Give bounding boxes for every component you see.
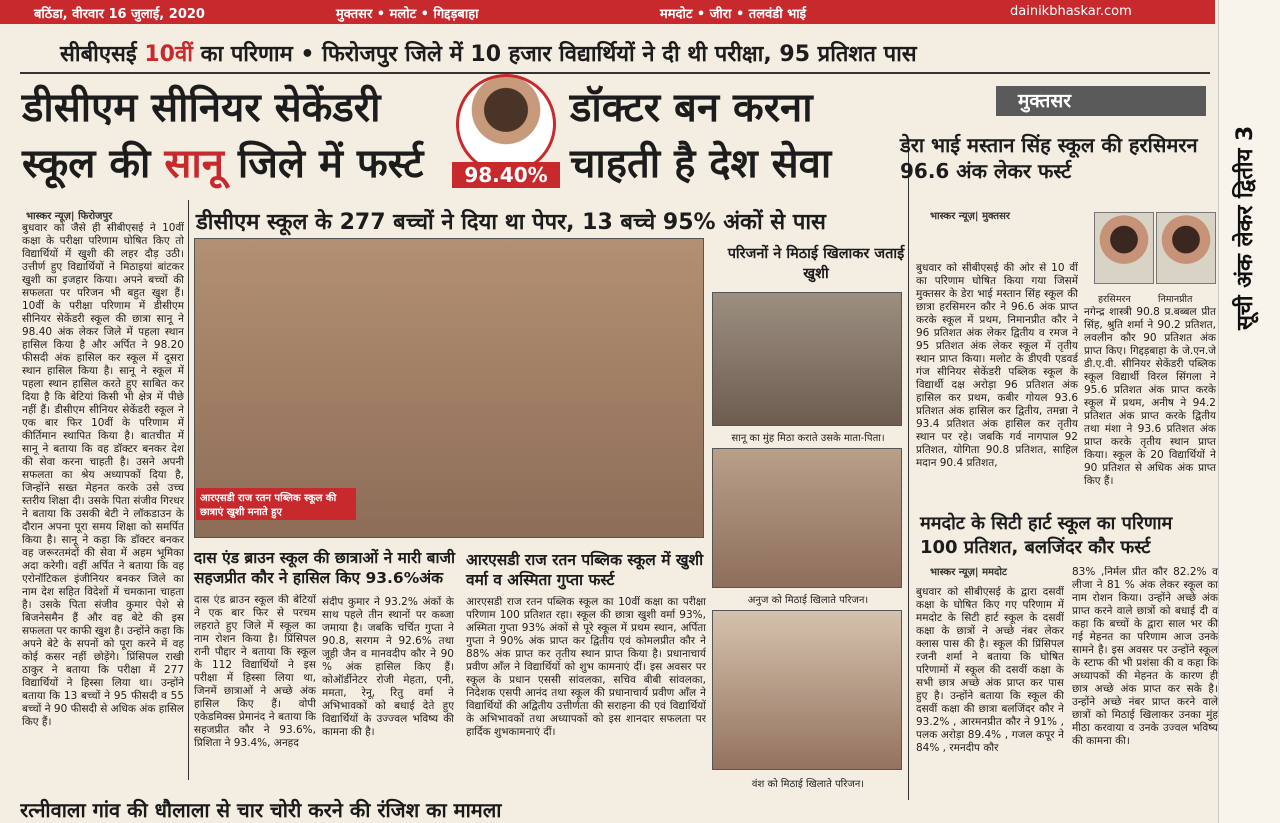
harsimran-caption: हरसिमरन xyxy=(1098,294,1131,305)
masthead-bar xyxy=(0,0,1215,24)
byline-firozpur: भास्कर न्यूज़| फिरोजपुर xyxy=(26,211,113,222)
dera-headline: डेरा भाई मस्तान सिंह स्कूल की हरसिमरन 96.6 अंक लेकर फर्स्ट xyxy=(900,133,1198,183)
caption-anuj: अनुज को मिठाई खिलाते परिजन। xyxy=(747,595,869,606)
family-photo-vansh xyxy=(712,610,902,770)
caption-vansh: वंश को मिठाई खिलाते परिजन। xyxy=(751,779,865,790)
lead-subhead: डीसीएम स्कूल के 277 बच्चों ने दिया था पेपर, 13 बच्चे 95% अंकों से पास xyxy=(196,210,826,235)
byline-mamdot: भास्कर न्यूज़| ममदोट xyxy=(930,567,1007,578)
lead-headline-right1: डॉक्टर बन करना xyxy=(570,85,813,131)
mamdot-headline: ममदोट के सिटी हार्ट स्कूल का परिणाम 100 प्रतिशत, बलजिंदर कौर फर्स्ट xyxy=(920,513,1173,558)
nimanpreet-caption: निमानप्रीत xyxy=(1158,294,1193,305)
column-rule xyxy=(188,200,189,780)
main-headline-part2: का परिणाम • फिरोजपुर जिले में 10 हजार विद्यार्थियों ने दी थी परीक्षा, 95 प्रतिशत पास xyxy=(200,42,917,67)
masthead-cities-1: मुक्तसर • मलोट • गिद्दड़बाहा xyxy=(336,7,479,22)
photo-caption: आरएसडी राज रतन पब्लिक स्कूल की छात्राएं खुशी मनाते हुए xyxy=(196,488,356,520)
divider xyxy=(20,72,1210,74)
rsd-headline: आरएसडी राज रतन पब्लिक स्कूल में खुशी वर्मा व अस्मिता गुप्ता फर्स्ट xyxy=(466,551,704,589)
lead-headline-right2: चाहती है देश सेवा xyxy=(570,141,832,187)
lead-headline-line2 xyxy=(22,136,423,192)
masthead-cities-2: ममदोट • जीरा • तलवंडी भाई xyxy=(660,7,806,22)
topper-portrait xyxy=(456,74,556,174)
rsd-story-text: आरएसडी राज रतन पब्लिक स्कूल का 10वीं कक्षा का परीक्षा परिणाम 100 प्रतिशत रहा। स्कूल की छात्रा खुशी वर्मा 93%, अस्मिता गुप्ता 93% अंकों से पूरे स्कूल में प्रथम स्थान, अर्पिता गुप्ता ने 90% अंक प्राप्त कर द्वितीय एवं कोमलप्रीत कौर ने 88% अंक प्राप्त कर तृतीय स्थान प्राप्त किया है। प्रधानाचार्य प्रवीण आँल ने विद्यार्थियों को शुभ कामनाएं दीं। इस अवसर पर स्कूल के प्रधान एससी सांवलका, सचिव बीबी सांवलका, निदेशक एसपी आनंद तथा स्कूल की प्रधानाचार्य प्रवीण आँल ने विद्यार्थियों की अद्वितीय उत्तीर्णता की सराहना की एवं विद्यार्थियों के अभिभावकों तथा अध्यापकों को इस शानदार सफलता पर हार्दिक शुभकामनाएं दीं। xyxy=(466,596,706,738)
column-rule-right xyxy=(908,140,909,800)
family-photo-sanu xyxy=(712,292,902,426)
lead-headline-line2a: स्कूल की xyxy=(22,141,151,187)
topper-percent: 98.40% xyxy=(452,162,560,188)
nimanpreet-photo xyxy=(1156,212,1216,284)
mamdot-story-col2: 83% ,निर्मल प्रीत कौर 82.2% व लीजा ने 81 % अंक लेकर स्कूल का नाम रोशन किया। उन्होंने अच्छे अंक प्राप्त करने वाले छात्रों को बधाई दी व कहा कि बच्चों के द्वारा साल भर की गई मेहनत का परिणाम आज उनके सामने है। इस अवसर पर उन्होंने स्कूल के स्टाफ की भी प्रशंसा की व कहा कि अध्यापकों की मेहनत के कारण ही छात्र अच्छे अंक प्राप्त कर सके है। उन्होंने अच्छे नंबर प्राप्त करने वाले छात्रों को मिठाई खिलाकर उनका मुंह मीठा करवाया व उनके उज्वल भविष्य की कामना की। xyxy=(1072,566,1218,747)
dass-story-col2: संदीप कुमार ने 93.2% अंकों के साथ पहले तीन स्थानों पर कब्जा जमाया है। जबकि चर्चित गुप्ता ने 90.8, सरगम ने 92.6% तथा जूही जैन व मानवदीप कौर ने 90 % अंक हासिल किए हैं। कोऑर्डीनेटर रोजी मेहता, एनी, ममता, रेनू, रितु वर्मा ने अभिभावकों को बधाई देते हुए विद्यार्थियों के उज्ज्वल भविष्य की कामना की है। xyxy=(322,596,454,738)
footer-headline: रत्नीवाला गांव की धौलाला से चार चोरी करने की रंजिश का मामला xyxy=(20,798,502,822)
main-headline-tenth: 10वीं xyxy=(144,42,193,67)
masthead-site: dainikbhaskar.com xyxy=(1010,4,1132,19)
lead-headline-line2b: जिले में फर्स्ट xyxy=(237,141,424,187)
main-headline-part1: सीबीएसई xyxy=(60,42,137,67)
main-headline xyxy=(60,38,917,68)
dass-headline: दास एंड ब्राउन स्कूल की छात्राओं ने मारी बाजी सहजप्रीत कौर ने हासिल किए 93.6%अंक xyxy=(194,549,455,587)
lead-story-text: बुधवार को जैसे ही सीबीएसई ने 10वीं कक्षा के परीक्षा परिणाम घोषित किए तो विद्यार्थियों में खुशी की लहर दौड़ उठी। उत्तीर्ण हुए विद्यार्थियों ने मिठाइयां बांटकर खुशी का इजहार किया। अपने बच्चों की सफलता पर परिजन भी बहुत खुश हैं। 10वीं के परीक्षा परिणाम में डीसीएम सीनियर सेकेंडरी स्कूल की छात्रा सानू ने 98.40 अंक लेकर जिले में पहला स्थान हासिल किया है और अर्पित ने 98.20 फीसदी अंक हासिल कर स्कूल में दूसरा स्थान हासिल किया है। सानू ने स्कूल में पहला स्थान हासिल करते हुए साबित कर दिया है कि बेटियां किसी भी क्षेत्र में पीछे नहीं हैं। डीसीएम सीनियर सेकेंडरी स्कूल ने एक बार फिर 10वीं के परिणाम में कीर्तिमान स्थापित किया है। बातचीत में सानू ने बताया कि वह डॉक्टर बनकर देश की सेवा करना चाहती है। उसने अपनी सफलता का श्रेय अध्यापकों दिया है, जिन्होंने सख्त मेहनत करके उसे उच्च स्तरीय शिक्षा दी। उसके पिता संजीव गिरधर ने बताया कि उसकी बेटी ने लॉकडाउन के दौरान अपना पूरा समय शिक्षा को समर्पित किया है। सानू ने कहा कि डॉक्टर बनकर वह जरूरतमंदों की सेवा में अहम भूमिका अदा करेगी। वहीं अर्पित ने बताया कि वह एरोनॉटिकल इंजीनियर बनकर जिले का नाम देश सहित विदेशों में चमकाना चाहता है। उसके पिता संजीव कुमार पेशे से बिजनेसमैन हैं और वह बेटे की इस सफलता पर काफी खुश है। उन्होंने कहा कि अपने बेटे के सपनों को पूरा करने में वह कोई कसर नहीं छोड़ेंगे। प्रिंसिपल राखी ठाकुर ने बताया कि परीक्षा में 277 विद्यार्थियों ने हिस्सा लिया था। उन्होंने बताया कि 13 बच्चों ने 95 फीसदी व 55 बच्चों ने 90 फीसदी से अधिक अंक हासिल किए हैं। xyxy=(22,222,184,728)
lead-headline-line1: डीसीएम सीनियर सेकेंडरी xyxy=(22,85,381,131)
mamdot-story-col1: बुधवार को सीबीएसई के द्वारा दसवीं कक्षा के घोषित किए गए परिणाम में ममदोट के सिटी हार्ट स्कूल के दसवीं कक्षा के छात्रों ने अच्छे नंबर लेकर क्लास पास की है। स्कूल की प्रिंसिपल रजनी शर्मा ने बताया कि घोषित परिणामों में स्कूल की दसवीं कक्षा के सभी छात्र अच्छे अंक प्राप्त कर पास हुए है। उन्होंने बताया कि स्कूल की दसवीं कक्षा की छात्रा बलजिंदर कौर ने 93.2% , आरमनप्रीत कौर ने 91% , पलक अरोड़ा 89.4% , गजल कपूर ने 84% , रमनदीप कौर xyxy=(916,586,1064,754)
adjacent-page-edge xyxy=(1218,0,1280,823)
vertical-text: सूची अंक लेकर द्वितीय 3 xyxy=(1233,125,1258,330)
dera-story-text: बुधवार को सीबीएसई की ओर से 10 वीं का परिणाम घोषित किया गया जिसमें मुक्तसर के डेरा भाई मस्तान सिंह स्कूल की छात्रा हरसिमरन कौर ने 96.6 अंक प्राप्त करके स्कूल में प्रथम, निमानप्रीत कौर ने 96 प्रतिशत अंक लेकर द्वितीय व रमज ने 95 प्रतिशत अंक लेकर स्कूल में तृतीय स्थान प्राप्त किया। मलोट के डीएवी एडवर्ड गंज सीनियर सेकेंडरी पब्लिक स्कूल के विद्यार्थी दक्ष अरोड़ा 96 प्रतिशत अंक हासिल कर प्रथम, कबीर गोयल 93.6 प्रतिशत अंक हासिल कर द्वितीय, तमन्ना ने 93.4 प्रतिशत अंक हासिल कर तृतीय स्थान पर रहे। जबकि गर्व नागपाल 92 प्रतिशत, योगिता 90.8 प्रतिशत, साहिल मदान 90.4 प्रतिशत, xyxy=(916,262,1078,469)
byline-muktsar: भास्कर न्यूज़| मुक्तसर xyxy=(930,211,1010,222)
caption-sanu: सानू का मुंह मिठा कराते उसके माता-पिता। xyxy=(731,433,885,444)
family-photo-anuj xyxy=(712,448,902,588)
dass-story-col1: दास एंड ब्राउन स्कूल की बेटियों ने एक बार फिर से परचम लहराते हुए जिले में स्कूल का नाम रोशन किया है। प्रिंसिपल रानी पौद्दार ने बताया कि स्कूल के 112 विद्यार्थियों ने इस परीक्षा में हिस्सा लिया था, जिनमें छात्राओं ने अच्छे अंक हासिल किए हैं। वोपी एकेडमिक्स प्रेमानंद ने बताया कि सहजप्रीत कौर ने 93.6%, प्रिशिता ने 93.4%, अनहद xyxy=(194,594,316,749)
masthead-date: बठिंडा, वीरवार 16 जुलाई, 2020 xyxy=(34,7,205,22)
parijan-headline: परिजनों ने मिठाई खिलाकर जताई खुशी xyxy=(727,246,905,282)
lead-headline-name: सानू xyxy=(164,141,224,187)
section-label-muktsar: मुक्तसर xyxy=(996,86,1206,116)
right-story-text: नगेन्द्र शास्त्री 90.8 प्र.बब्बल प्रीत सिंह, श्रुति शर्मा ने 90.2 प्रतिशत, लवलीन कौर 90 प्रतिशत अंक प्राप्त किए। गिद्दड़बाहा के जे.एन.जे डी.ए.वी. सीनियर सेकेंडरी पब्लिक स्कूल विद्यार्थी विरल सिंगला ने 95.6 प्रतिशत अंक प्राप्त करके स्कूल में प्रथम, अनीष ने 94.2 प्रतिशत अंक प्राप्त करके द्वितीय तथा मंशा ने 93.6 प्रतिशत अंक प्राप्त करके तृतीय स्थान प्राप्त किया। स्कूल के 20 विद्यार्थियों ने 90 प्रतिशत से अधिक अंक प्राप्त किए हैं। xyxy=(1084,306,1216,487)
harsimran-photo xyxy=(1094,212,1154,284)
